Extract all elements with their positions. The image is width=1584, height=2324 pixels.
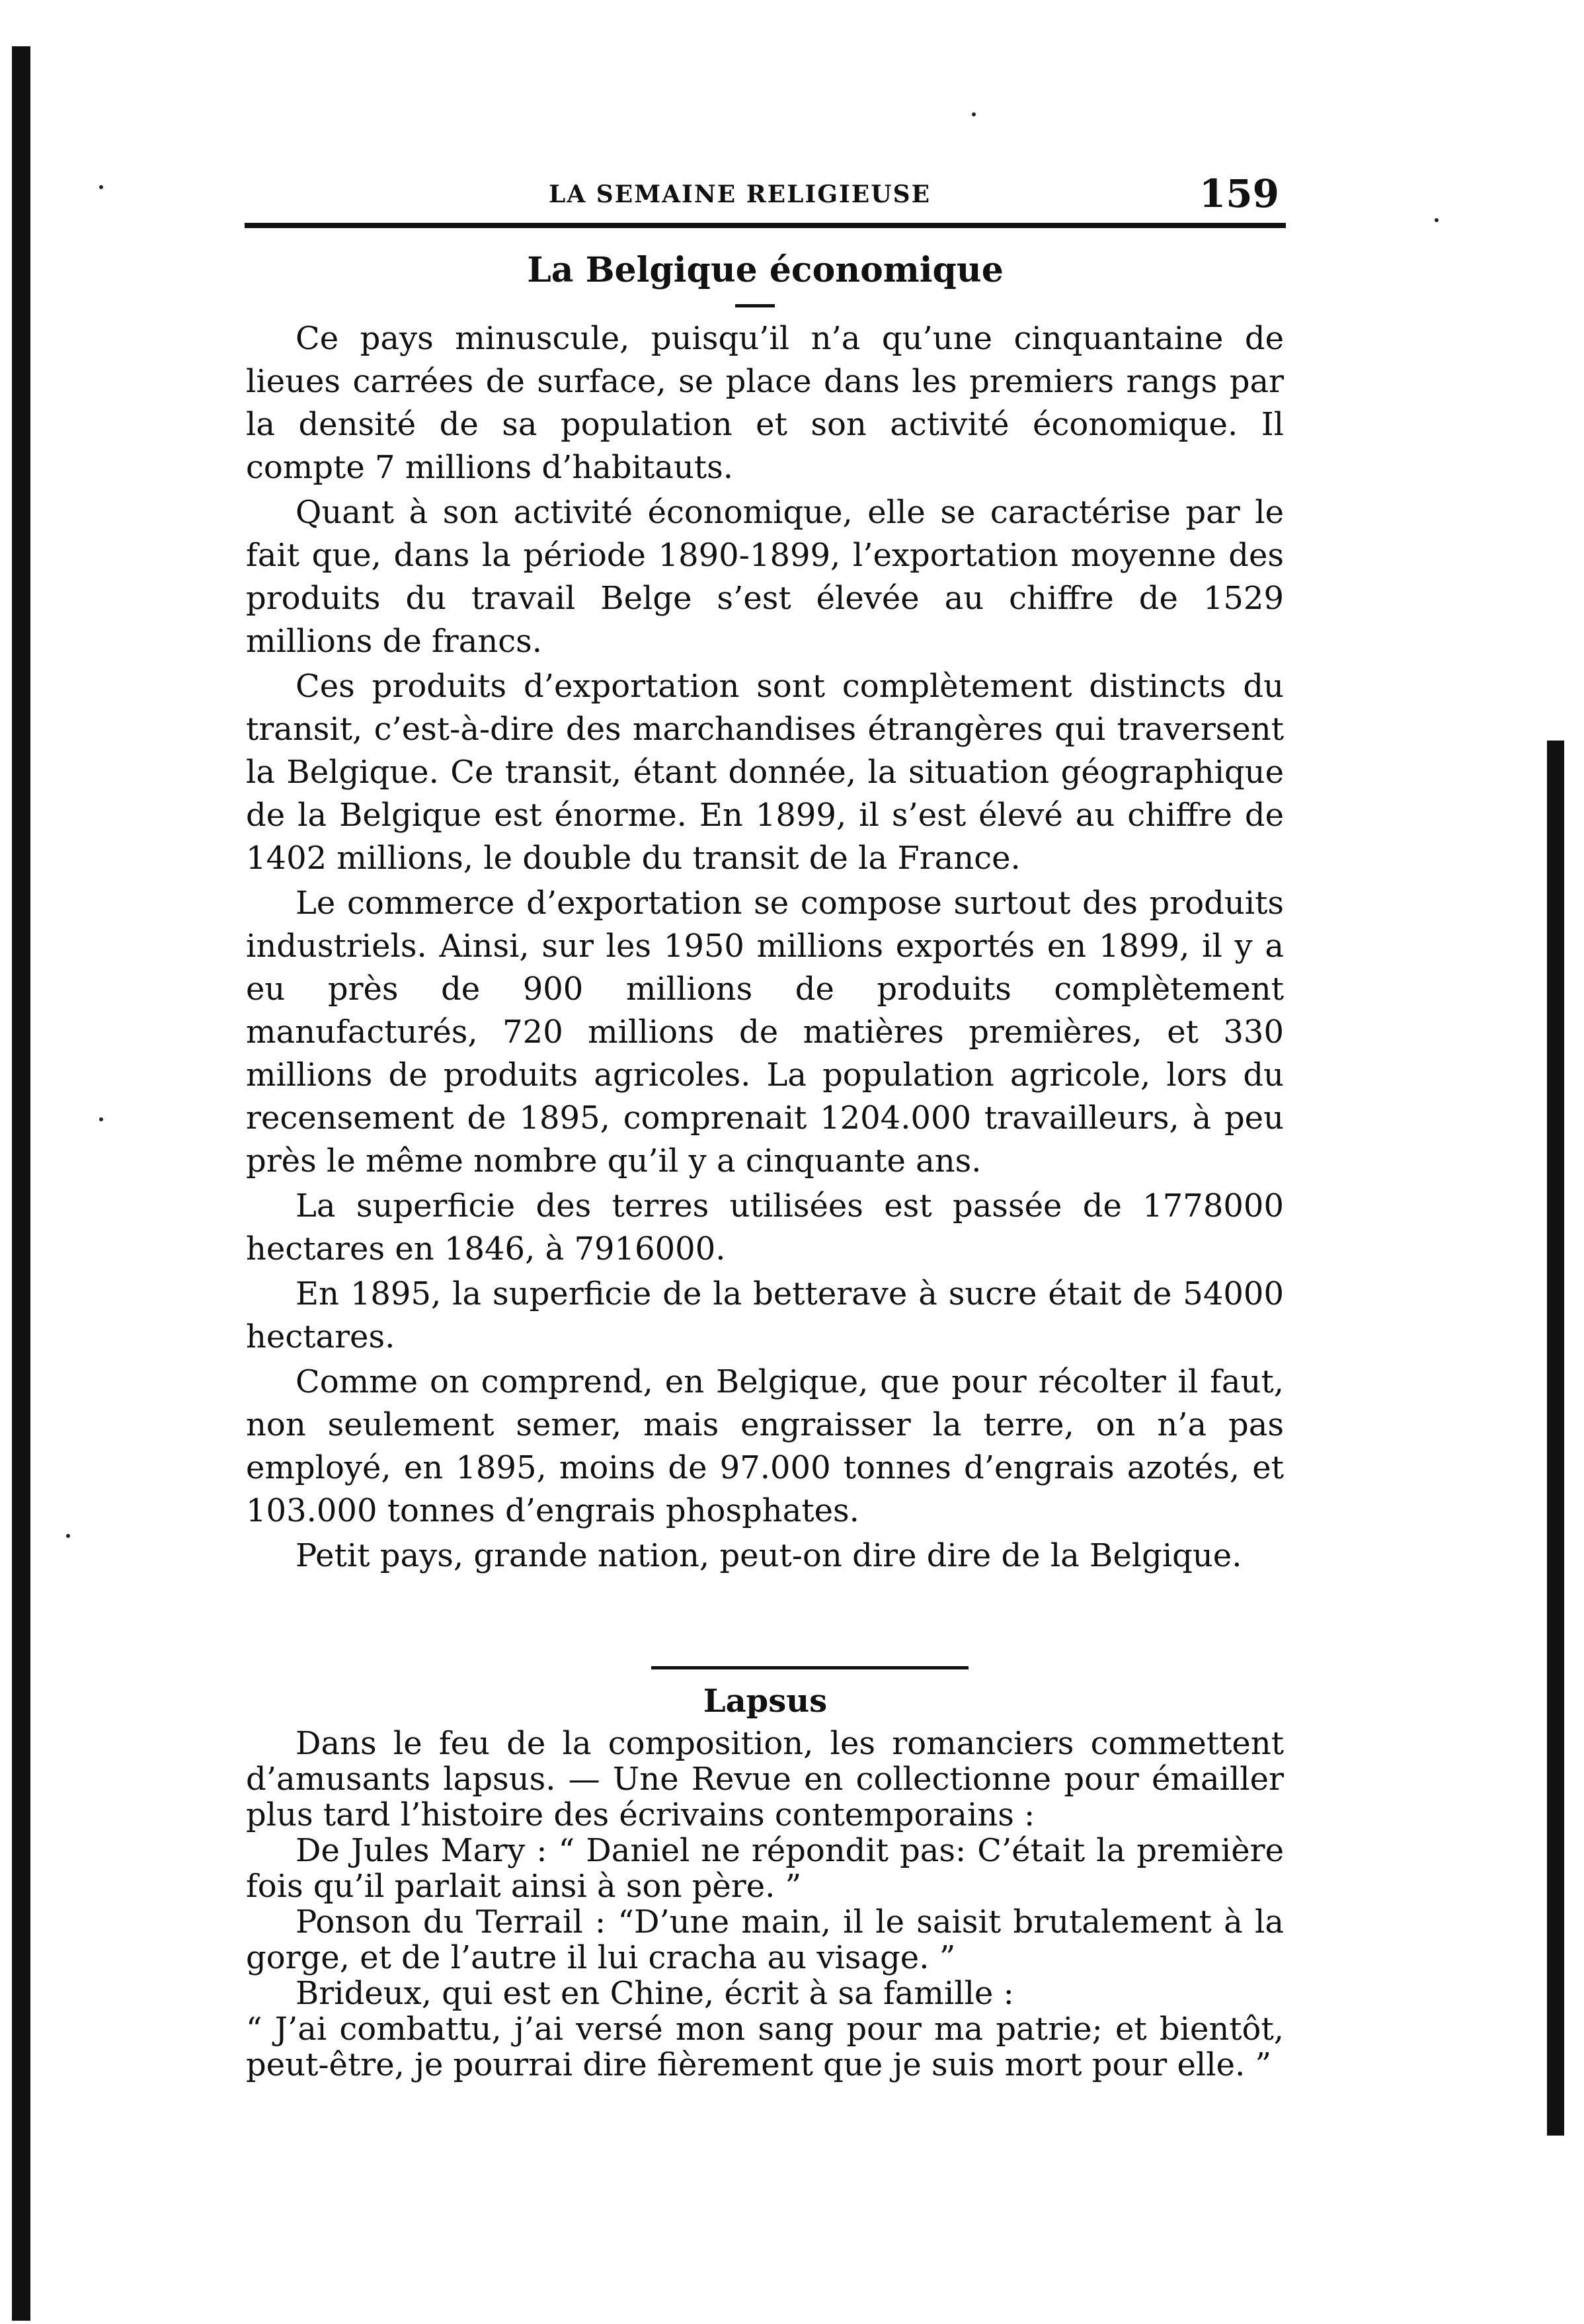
title-divider	[735, 304, 775, 307]
scan-left-edge-bar	[12, 46, 30, 2321]
article-title: La Belgique économique	[527, 250, 1004, 290]
scan-speck	[972, 112, 976, 116]
paragraph: De Jules Mary : “ Daniel ne répondit pas: C’était la première fois qu’il parlait ainsi à son père. ”	[246, 1832, 1284, 1905]
paragraph: Ce pays minuscule, puisqu’il n’a qu’une cinquantaine de lieues carrées de surface, se place dans les premiers rangs par la densité de sa population et son activité économique. Il compte 7 millions d’habitauts.	[246, 320, 1284, 486]
paragraph: Comme on comprend, en Belgique, que pour récolter il faut, non seulement semer, mais engraisser la terre, on n’a pas employé, en 1895, moins de 97.000 tonnes d’engrais azotés, et 103.000 tonnes d’engrais phosphates.	[246, 1363, 1284, 1529]
paragraph: Ponson du Terrail : “D’une main, il le saisit brutalement à la gorge, et de l’autre il lui cracha au visage. ”	[246, 1903, 1284, 1976]
paragraph: Brideux, qui est en Chine, écrit à sa famille :	[296, 1975, 1014, 2012]
paragraph: Petit pays, grande nation, peut-on dire dire de la Belgique.	[296, 1537, 1242, 1574]
scan-speck	[99, 185, 103, 189]
header-rule	[245, 223, 1286, 228]
page-header	[245, 169, 1286, 221]
paragraph: “ J’ai combattu, j’ai versé mon sang pour ma patrie; et bientôt, peut-être, je pourrai dire fièrement que je suis mort pour elle. ”	[246, 2011, 1284, 2083]
paragraph: Dans le feu de la composition, les romanciers commettent d’amusants lapsus. — Une Revue en collectionne pour émailler plus tard l’histoire des écrivains contemporains :	[246, 1725, 1284, 1833]
paragraph: En 1895, la superficie de la betterave à sucre était de 54000 hectares.	[246, 1275, 1284, 1355]
scan-speck	[66, 1534, 70, 1538]
article-title: Lapsus	[703, 1683, 828, 1720]
article-body	[246, 1726, 1284, 2083]
section-divider	[651, 1666, 969, 1669]
scan-right-edge-bar	[1547, 741, 1564, 2136]
paragraph: Quant à son activité économique, elle se caractérise par le fait que, dans la période 1890-1899, l’exportation moyenne des produits du travail Belge s’est élevée au chiffre de 1529 millions de francs.	[246, 494, 1284, 660]
paragraph: La superficie des terres utilisées est passée de 1778000 hectares en 1846, à 7916000.	[246, 1187, 1284, 1267]
paragraph: Le commerce d’exportation se compose surtout des produits industriels. Ainsi, sur les 1950 millions exportés en 1899, il y a eu près de 900 millions de produits complètement manufacturés, 720 millions de matières premières, et 330 millions de produits agricoles. La population agricole, lors du recensement de 1895, comprenait 1204.000 travailleurs, à peu près le même nombre qu’il y a cinquante ans.	[246, 885, 1284, 1180]
scan-speck	[99, 1117, 103, 1121]
paragraph: Ces produits d’exportation sont complètement distincts du transit, c’est-à-dire des marchandises étrangères qui traversent la Belgique. Ce transit, étant donnée, la situation géographique de la Belgique est énorme. En 1899, il s’est élevé au chiffre de 1402 millions, le double du transit de la France.	[246, 668, 1284, 877]
page-number: 159	[1199, 171, 1279, 216]
article-body	[246, 317, 1284, 1580]
running-title: LA SEMAINE RELIGIEUSE	[549, 180, 931, 208]
scan-speck	[1435, 218, 1439, 222]
